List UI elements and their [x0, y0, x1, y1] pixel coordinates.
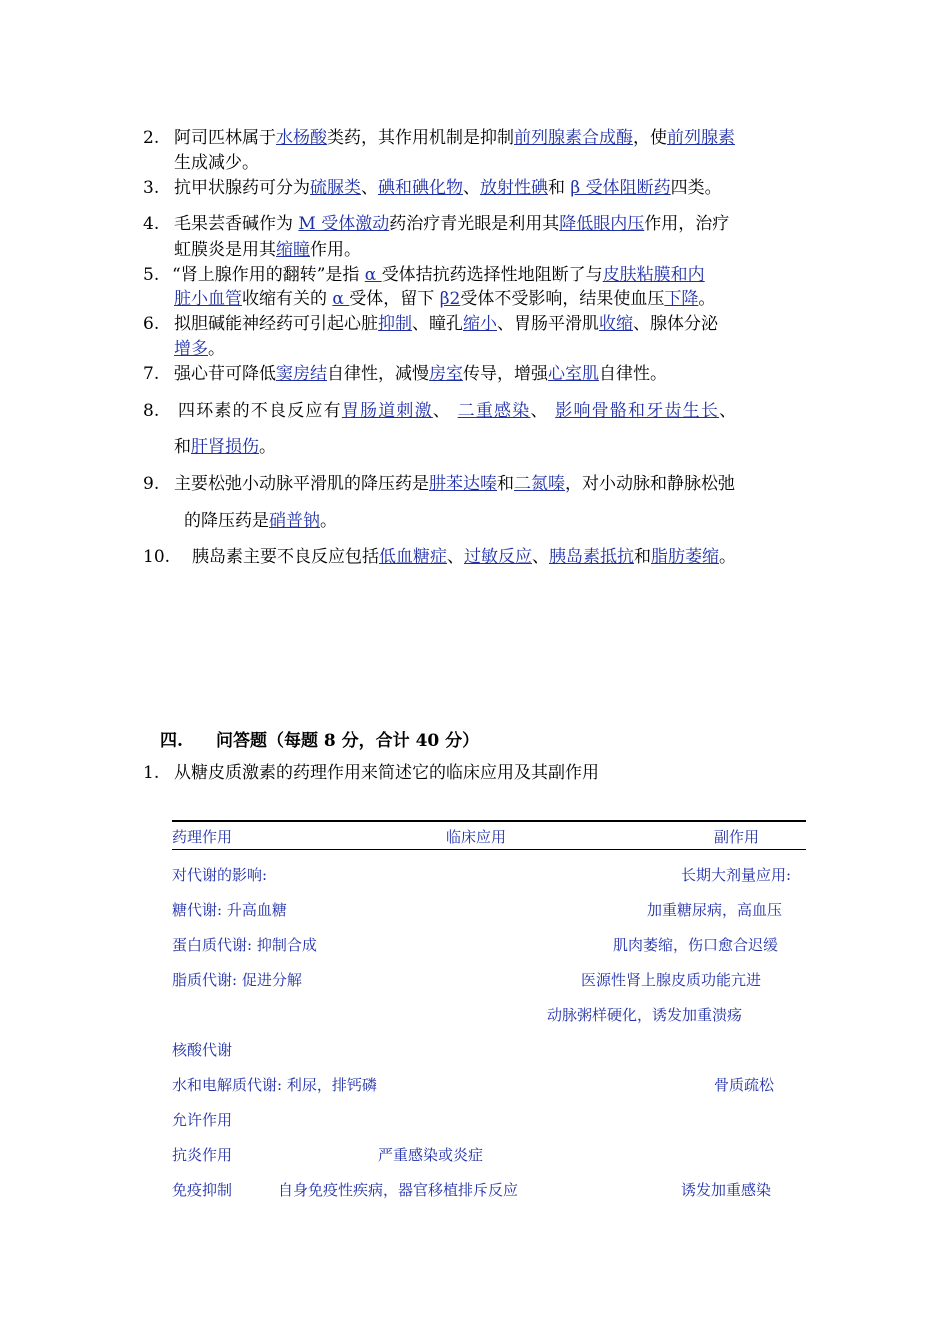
text: 收缩有关的 — [242, 289, 333, 309]
answer: 二重感染 — [457, 401, 531, 421]
question-2-line-2 — [174, 152, 259, 174]
question-7-line-1 — [174, 363, 667, 385]
question-5-line-1 — [172, 264, 705, 286]
text: 阿司匹林属于 — [174, 128, 276, 148]
answer: 皮肤粘膜和内 — [602, 265, 705, 285]
table-header-rule — [172, 849, 806, 850]
answer: 收缩 — [599, 314, 633, 334]
table-cell: 蛋白质代谢: 抑制合成 — [172, 936, 317, 954]
answer: 前列腺素 — [667, 128, 735, 148]
header-pharmacology: 药理作用 — [172, 828, 233, 846]
question-3-line-1 — [174, 177, 722, 199]
table-cell: 核酸代谢 — [172, 1041, 233, 1059]
table-cell: 骨质疏松 — [714, 1076, 775, 1094]
question-6-line-1 — [174, 313, 718, 335]
text: 拟胆碱能神经药可引起心脏 — [174, 314, 378, 334]
text: 、 — [432, 401, 452, 421]
question-7-number — [143, 363, 159, 385]
text: 传导，增强 — [463, 364, 548, 384]
text: 作用，治疗 — [644, 214, 730, 234]
answer: 降低眼内压 — [559, 214, 645, 234]
text: 强心苷可降低 — [174, 364, 276, 384]
text: 、腺体分泌 — [633, 314, 718, 334]
item-number: 9. — [143, 474, 160, 494]
header-side-effects: 副作用 — [714, 828, 760, 846]
text: 、 — [530, 401, 549, 421]
answer: 肝肾损伤 — [191, 437, 259, 457]
answer: 二氮嗪 — [514, 474, 565, 494]
text: 。 — [698, 289, 716, 309]
answer: M 受体激动 — [298, 214, 390, 234]
answer: 胰岛素抵抗 — [549, 547, 634, 567]
question-10-line-1 — [192, 546, 736, 568]
text: 。 — [320, 511, 337, 531]
section-title: 问答题（每题 8 分，合计 40 分） — [216, 731, 480, 751]
answer: 脂肪萎缩 — [651, 547, 719, 567]
answer: 放射性碘 — [480, 178, 548, 198]
table-cell: 肌肉萎缩，伤口愈合迟缓 — [613, 936, 779, 954]
question-9-line-1 — [174, 473, 735, 495]
text: 作用。 — [310, 240, 361, 260]
text: 生成减少。 — [174, 153, 259, 173]
item-number: 3. — [143, 178, 160, 198]
table-cell: 动脉粥样硬化，诱发加重溃疡 — [547, 1006, 743, 1024]
answer: 房室 — [429, 364, 463, 384]
answer: 缩瞳 — [276, 240, 310, 260]
text: 、 — [447, 547, 464, 567]
item-number: 10. — [143, 547, 171, 567]
text: 受体不受影响，结果使血压 — [460, 289, 665, 309]
text: 、瞳孔 — [412, 314, 463, 334]
question-6-line-2 — [174, 338, 225, 360]
text: 和 — [634, 547, 651, 567]
answer: 窦房结 — [276, 364, 327, 384]
answer: β2 — [439, 289, 461, 309]
section-number: 四. — [160, 731, 183, 751]
text: 。 — [719, 547, 736, 567]
table-cell: 诱发加重感染 — [681, 1181, 772, 1199]
table-cell: 严重感染或炎症 — [378, 1146, 484, 1164]
header-clinical-use: 临床应用 — [446, 828, 507, 846]
text: 、 — [361, 178, 378, 198]
item-number: 6. — [143, 314, 160, 334]
text: 、 — [463, 178, 480, 198]
answer: 胃肠道刺激 — [341, 401, 433, 421]
text: 抗甲状腺药可分为 — [174, 178, 310, 198]
essay-question-number: 1. — [143, 763, 160, 783]
item-number: 8. — [143, 401, 160, 421]
answer: 过敏反应 — [464, 547, 532, 567]
text: 药治疗青光眼是利用其 — [389, 214, 560, 234]
text: 胰岛素主要不良反应包括 — [192, 547, 379, 567]
answer: 脏小血管 — [174, 289, 242, 309]
answer: α — [332, 289, 350, 309]
question-6-number — [143, 313, 159, 335]
question-4-number — [143, 213, 159, 235]
question-8-line-1 — [178, 400, 737, 422]
table-cell: 免疫抑制 — [172, 1181, 233, 1199]
text: 受体，留下 — [349, 289, 440, 309]
table-cell: 长期大剂量应用: — [681, 866, 792, 884]
table-cell: 糖代谢: 升高血糖 — [172, 901, 287, 919]
text: 自律性。 — [599, 364, 667, 384]
text: 。 — [208, 339, 225, 359]
table-cell: 对代谢的影响: — [172, 866, 268, 884]
table-cell: 抗炎作用 — [172, 1146, 233, 1164]
text: 类药，其作用机制是抑制 — [327, 128, 514, 148]
text: 和 — [174, 437, 191, 457]
table-cell: 自身免疫性疾病，器官移植排斥反应 — [278, 1181, 519, 1199]
question-4-line-1 — [174, 213, 729, 235]
question-8-number — [143, 400, 159, 422]
answer: 心室肌 — [548, 364, 599, 384]
answer: 影响骨骼和牙齿生长 — [555, 401, 720, 421]
table-cell: 加重糖尿病，高血压 — [647, 901, 783, 919]
answer: 缩小 — [463, 314, 497, 334]
question-8-line-2 — [174, 436, 276, 458]
text: 自律性，减慢 — [327, 364, 429, 384]
answer: 肼苯达嗪 — [429, 474, 497, 494]
table-cell: 允许作用 — [172, 1111, 233, 1129]
table-cell: 水和电解质代谢: 利尿，排钙磷 — [172, 1076, 377, 1094]
answer: 硝普钠 — [269, 511, 320, 531]
text: 毛果芸香碱作为 — [174, 214, 299, 234]
text: 受体拮抗药选择性地阻断了与 — [381, 265, 603, 285]
answer: 硫脲类 — [310, 178, 361, 198]
text: 、 — [719, 401, 738, 421]
answer: 下降 — [664, 289, 699, 309]
question-9-number — [143, 473, 159, 495]
text: 四环素的不良反应有 — [178, 401, 342, 421]
question-5-number — [143, 264, 159, 286]
text: 虹膜炎是用其 — [174, 240, 276, 260]
text: 四类。 — [670, 178, 722, 198]
question-5-line-2 — [174, 288, 715, 310]
text: ，使 — [633, 128, 667, 148]
item-number: 4. — [143, 214, 160, 234]
text: 和 — [497, 474, 514, 494]
answer: 水杨酸 — [276, 128, 327, 148]
question-9-line-2 — [184, 510, 337, 532]
answer: α — [364, 265, 382, 285]
answer: 前列腺素合成酶 — [514, 128, 633, 148]
answer: 碘和碘化物 — [378, 178, 463, 198]
answer: 增多 — [174, 339, 208, 359]
text: 、胃肠平滑肌 — [497, 314, 599, 334]
item-number: 7. — [143, 364, 160, 384]
answer: 抑制 — [378, 314, 412, 334]
question-2-line-1 — [174, 127, 735, 149]
essay-question-text: 从糖皮质激素的药理作用来简述它的临床应用及其副作用 — [174, 763, 599, 783]
text: 的降压药是 — [184, 511, 269, 531]
question-2 — [143, 127, 159, 149]
question-3-number — [143, 177, 159, 199]
text: 和 — [548, 178, 571, 198]
table-cell: 脂质代谢: 促进分解 — [172, 971, 302, 989]
question-10-number — [143, 546, 170, 568]
text: “肾上腺作用的翻转”是指 — [172, 265, 365, 285]
text: 、 — [532, 547, 549, 567]
text: 主要松弛小动脉平滑肌的降压药是 — [174, 474, 429, 494]
answer: 低血糖症 — [379, 547, 447, 567]
question-4-line-2 — [174, 239, 361, 261]
table-top-rule — [172, 820, 806, 822]
text: 。 — [259, 437, 276, 457]
answer: β 受体阻断药 — [570, 178, 671, 198]
item-number: 5. — [143, 265, 160, 285]
text: ，对小动脉和静脉松弛 — [565, 474, 735, 494]
table-cell: 医源性肾上腺皮质功能亢进 — [581, 971, 762, 989]
item-number: 2. — [143, 128, 160, 148]
